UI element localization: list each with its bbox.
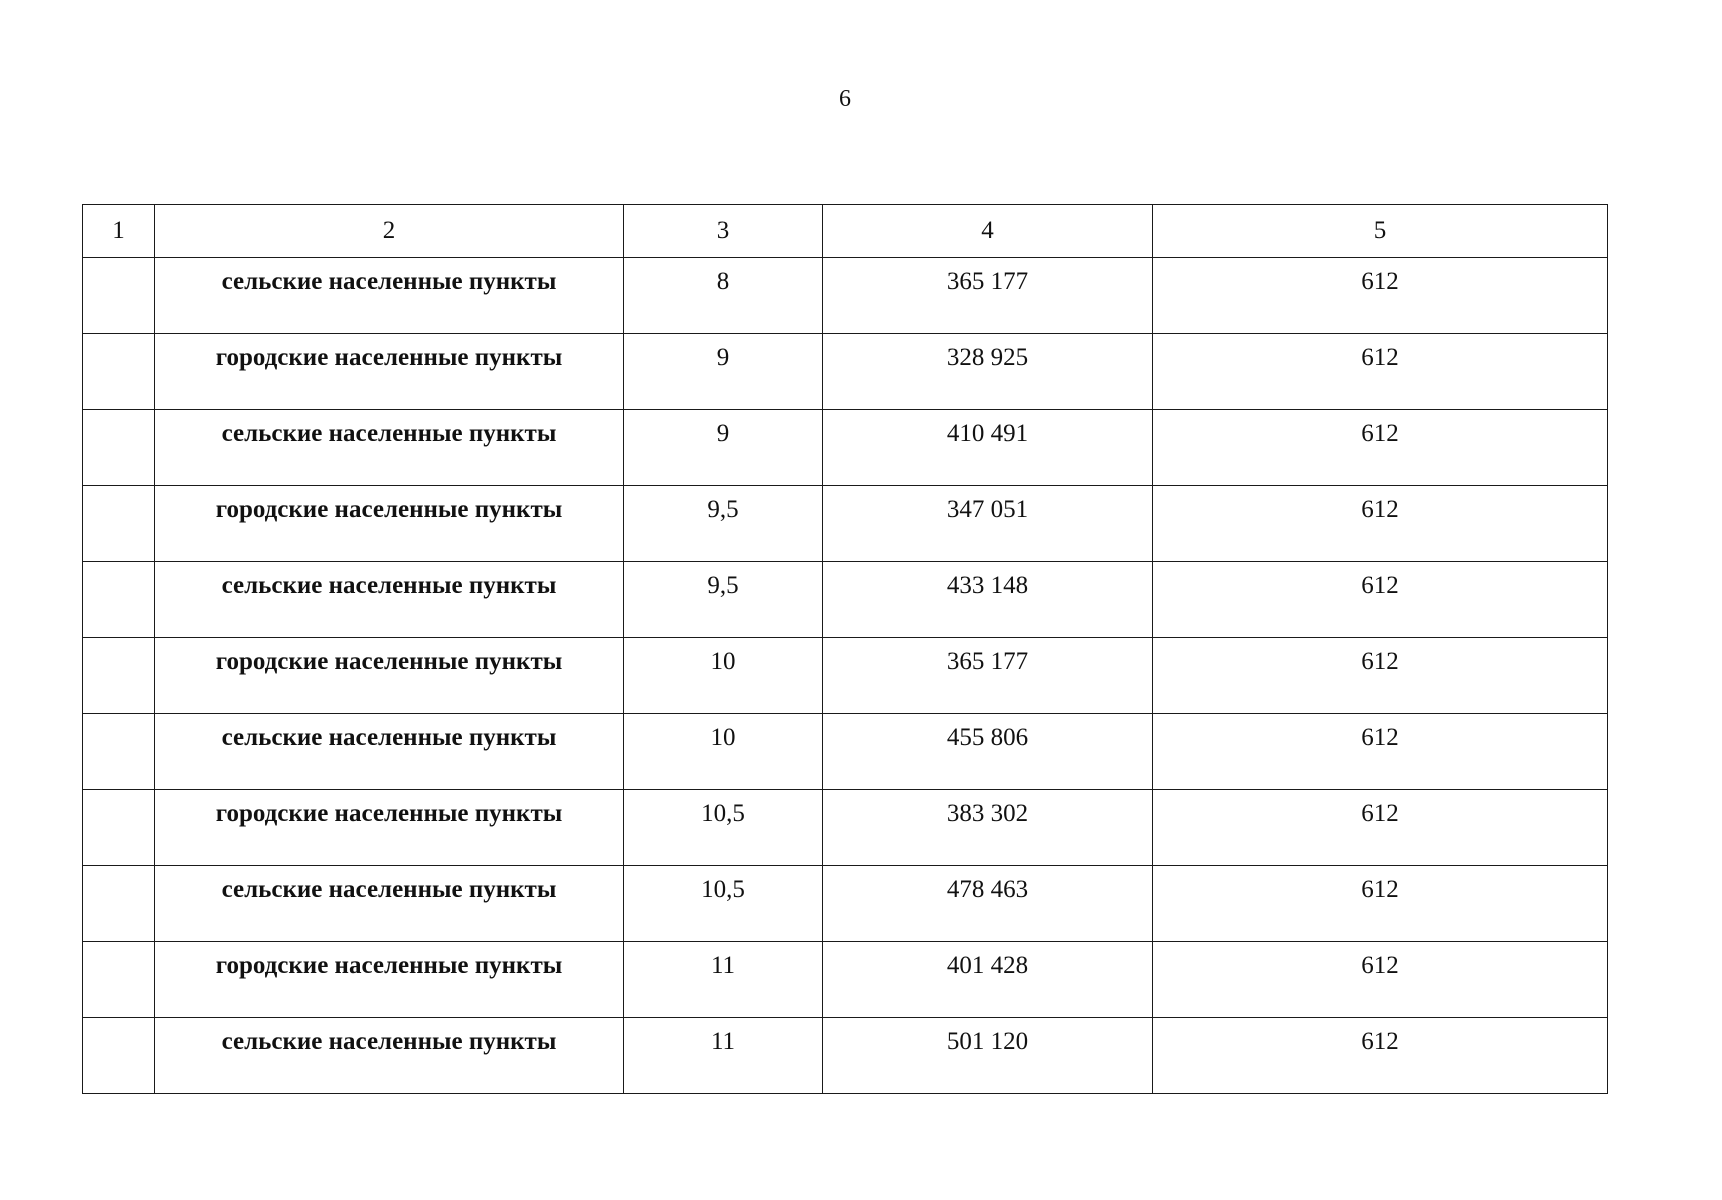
table-row	[83, 790, 1608, 866]
table-body	[83, 258, 1608, 1094]
table-row	[83, 942, 1608, 1018]
column-header-4: 4	[823, 205, 1153, 258]
column-header-1: 1	[83, 205, 155, 258]
column-header-3: 3	[624, 205, 823, 258]
value-cell: 10	[624, 714, 823, 790]
value-cell: 9	[624, 410, 823, 486]
table-row	[83, 562, 1608, 638]
table-row	[83, 334, 1608, 410]
settlement-type-cell: сельские населенные пункты	[155, 714, 624, 790]
row-number-cell	[83, 486, 155, 562]
amount-cell: 433 148	[823, 562, 1153, 638]
settlement-type-cell: сельские населенные пункты	[155, 410, 624, 486]
amount-cell: 501 120	[823, 1018, 1153, 1094]
page-number: 6	[839, 86, 851, 112]
column-header-2: 2	[155, 205, 624, 258]
settlement-type-cell: городские населенные пункты	[155, 942, 624, 1018]
settlement-type-cell: сельские населенные пункты	[155, 258, 624, 334]
amount-cell: 410 491	[823, 410, 1153, 486]
code-cell: 612	[1153, 334, 1608, 410]
code-cell: 612	[1153, 866, 1608, 942]
table-row	[83, 258, 1608, 334]
row-number-cell	[83, 942, 155, 1018]
code-cell: 612	[1153, 942, 1608, 1018]
value-cell: 10,5	[624, 866, 823, 942]
data-table	[82, 204, 1608, 1094]
settlement-type-cell: сельские населенные пункты	[155, 1018, 624, 1094]
value-cell: 9,5	[624, 486, 823, 562]
code-cell: 612	[1153, 1018, 1608, 1094]
value-cell: 11	[624, 1018, 823, 1094]
amount-cell: 328 925	[823, 334, 1153, 410]
row-number-cell	[83, 334, 155, 410]
code-cell: 612	[1153, 714, 1608, 790]
value-cell: 10,5	[624, 790, 823, 866]
value-cell: 11	[624, 942, 823, 1018]
row-number-cell	[83, 638, 155, 714]
amount-cell: 365 177	[823, 258, 1153, 334]
value-cell: 9,5	[624, 562, 823, 638]
settlement-type-cell: сельские населенные пункты	[155, 866, 624, 942]
table-row	[83, 866, 1608, 942]
code-cell: 612	[1153, 258, 1608, 334]
table-row	[83, 410, 1608, 486]
row-number-cell	[83, 790, 155, 866]
amount-cell: 347 051	[823, 486, 1153, 562]
value-cell: 9	[624, 334, 823, 410]
settlement-type-cell: городские населенные пункты	[155, 638, 624, 714]
settlement-type-cell: городские населенные пункты	[155, 334, 624, 410]
table-row	[83, 638, 1608, 714]
column-header-5: 5	[1153, 205, 1608, 258]
header-row	[83, 205, 1608, 258]
table-row	[83, 1018, 1608, 1094]
settlement-type-cell: сельские населенные пункты	[155, 562, 624, 638]
value-cell: 8	[624, 258, 823, 334]
row-number-cell	[83, 410, 155, 486]
table-row	[83, 714, 1608, 790]
code-cell: 612	[1153, 638, 1608, 714]
row-number-cell	[83, 1018, 155, 1094]
code-cell: 612	[1153, 562, 1608, 638]
amount-cell: 478 463	[823, 866, 1153, 942]
amount-cell: 365 177	[823, 638, 1153, 714]
amount-cell: 455 806	[823, 714, 1153, 790]
table-header	[83, 205, 1608, 258]
settlement-type-cell: городские населенные пункты	[155, 486, 624, 562]
row-number-cell	[83, 258, 155, 334]
settlement-type-cell: городские населенные пункты	[155, 790, 624, 866]
value-cell: 10	[624, 638, 823, 714]
row-number-cell	[83, 866, 155, 942]
row-number-cell	[83, 714, 155, 790]
code-cell: 612	[1153, 486, 1608, 562]
row-number-cell	[83, 562, 155, 638]
code-cell: 612	[1153, 410, 1608, 486]
code-cell: 612	[1153, 790, 1608, 866]
table-row	[83, 486, 1608, 562]
amount-cell: 401 428	[823, 942, 1153, 1018]
amount-cell: 383 302	[823, 790, 1153, 866]
